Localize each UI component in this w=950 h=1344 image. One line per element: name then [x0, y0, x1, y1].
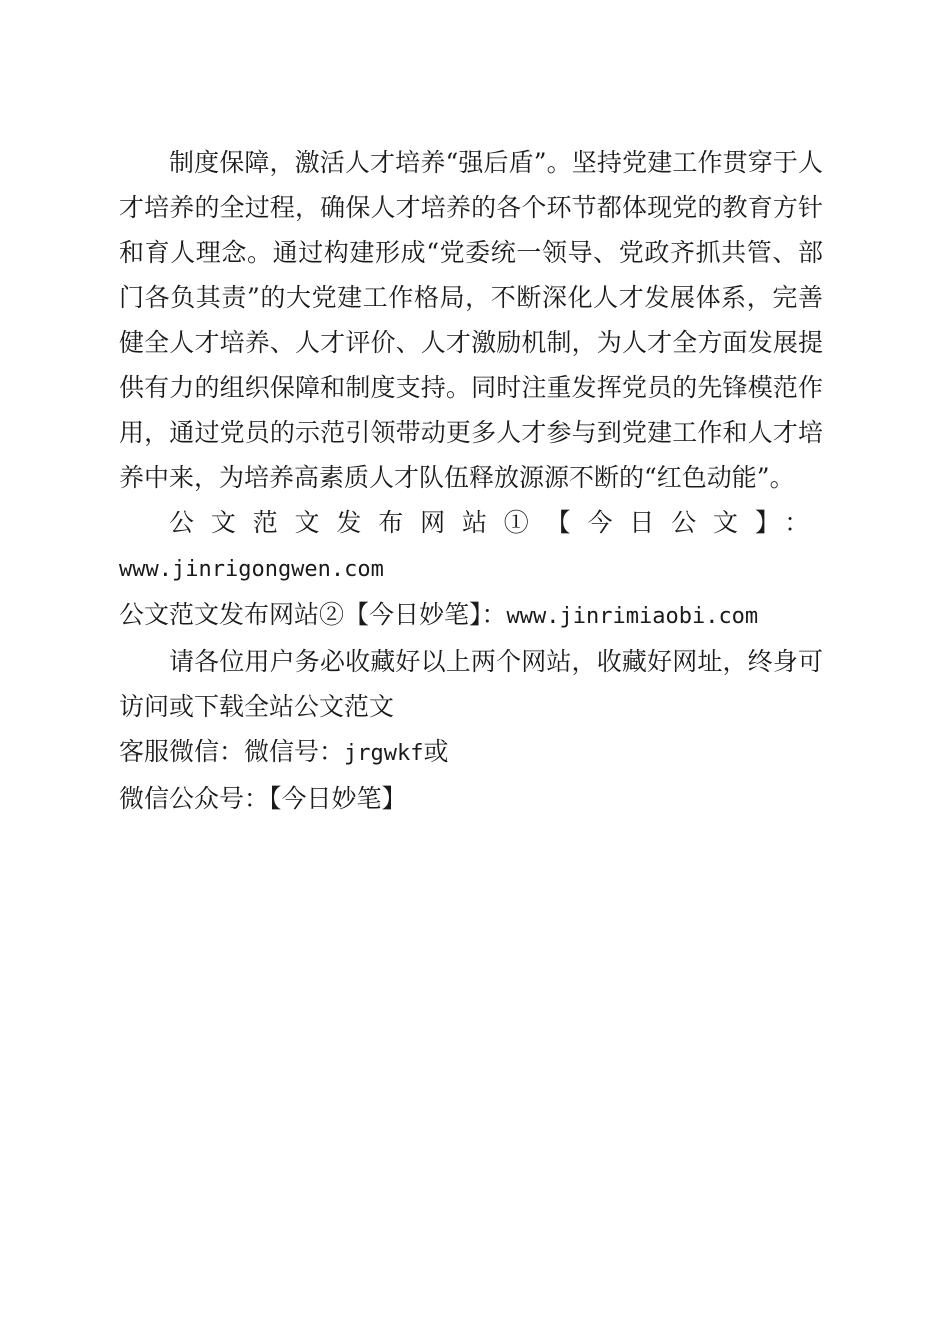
service-line: [119, 729, 823, 776]
official-account-line: 微信公众号：【今日妙笔】: [119, 784, 407, 813]
site2-url[interactable]: www.jinrimiaobi.com: [506, 604, 759, 629]
service-wechat-id: jrgwkf: [344, 741, 424, 766]
document-body: [119, 140, 823, 821]
site1-line: [119, 500, 823, 592]
notice-text: 请各位用户务必收藏好以上两个网站，收藏好网址，终身可访问或下载全站公文范文: [119, 647, 823, 721]
site2-line: [119, 592, 823, 639]
site1-url[interactable]: www.jinrigongwen.com: [119, 557, 384, 582]
service-suffix: 或: [423, 737, 449, 766]
site1-label: 公文范文发布网站①【今日公文】：: [169, 508, 823, 537]
service-label: 客服微信：微信号：: [119, 737, 345, 766]
site2-label: 公文范文发布网站②【今日妙笔】：: [119, 600, 507, 629]
body-paragraph: 制度保障，激活人才培养“强后盾”。坚持党建工作贯穿于人才培养的全过程，确保人才培养的各个环节都体现党的教育方针和育人理念。通过构建形成“党委统一领导、党政齐抓共管、部门各负其责”的大党建工作格局，不断深化人才发展体系，完善健全人才培养、人才评价、人才激励机制，为人才全方面发展提供有力的组织保障和制度支持。同时注重发挥党员的先锋模范作用，通过党员的示范引领带动更多人才参与到党建工作和人才培养中来，为培养高素质人才队伍释放源源不断的“红色动能”。: [119, 148, 823, 492]
